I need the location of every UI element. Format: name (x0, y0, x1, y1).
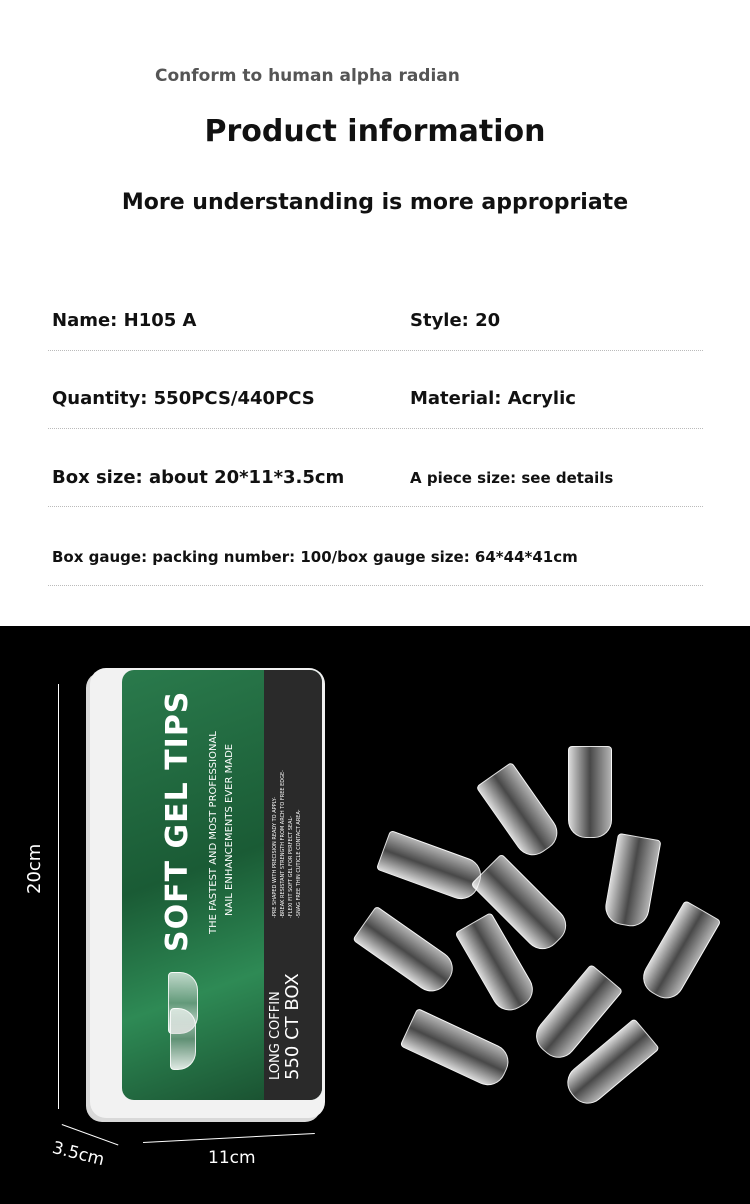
spec-row-2 (48, 380, 703, 429)
box-label (122, 670, 322, 1100)
nail-tip (637, 900, 722, 1005)
spec-quantity: Quantity: 550PCS/440PCS (52, 388, 315, 409)
height-label: 20cm (24, 843, 45, 894)
nail-tip (400, 1008, 515, 1091)
box-title: SOFT GEL TIPS (160, 690, 195, 952)
spec-material: Material: Acrylic (410, 388, 576, 409)
box-model: LONG COFFIN (268, 991, 283, 1080)
spec-row-4 (48, 538, 703, 586)
spec-style: Style: 20 (410, 310, 501, 331)
tagline: More understanding is more appropriate (121, 190, 629, 215)
nail-tip (352, 906, 460, 999)
box-feature-1: -PRE SHAPED WITH PRECISION READY TO APPLY- (272, 796, 278, 918)
spec-row-3 (48, 458, 703, 507)
spec-box-size: Box size: about 20*11*3.5cm (52, 467, 345, 488)
width-label: 11cm (208, 1148, 256, 1168)
box-subtitle-1: THE FASTEST AND MOST PROFESSIONAL (208, 731, 219, 934)
width-dimension-line (143, 1133, 315, 1143)
spec-row-1 (48, 302, 703, 351)
spec-piece-size: A piece size: see details (410, 469, 614, 487)
nail-tip (568, 746, 612, 838)
spec-box-gauge: Box gauge: packing number: 100/box gauge size: 64*44*41cm (52, 548, 578, 566)
product-photo (0, 626, 750, 1204)
height-dimension-line (58, 684, 59, 1109)
depth-label: 3.5cm (50, 1138, 107, 1171)
box-subtitle-2: NAIL ENHANCEMENTS EVER MADE (224, 743, 235, 916)
box-feature-3: -FLEXI FIT SOFT GEL FOR PERFECT SEAL- (288, 815, 294, 918)
nail-tip (603, 833, 662, 929)
nail-tip (376, 830, 486, 904)
page-title: Product information (204, 114, 546, 149)
small-subtitle: Conform to human alpha radian (155, 66, 460, 86)
box-nail-illustration-2 (170, 1008, 196, 1070)
box-count: 550 CT BOX (282, 973, 303, 1080)
nail-tip (476, 762, 565, 863)
spec-name: Name: H105 A (52, 310, 197, 331)
box-feature-4: -SNAG FREE THIN CUTICLE CONTACT AREA- (296, 809, 302, 918)
box-feature-2: -BREAK RESISTANT STRENGTH FROM ARCH TO FREE EDGE- (280, 770, 286, 918)
